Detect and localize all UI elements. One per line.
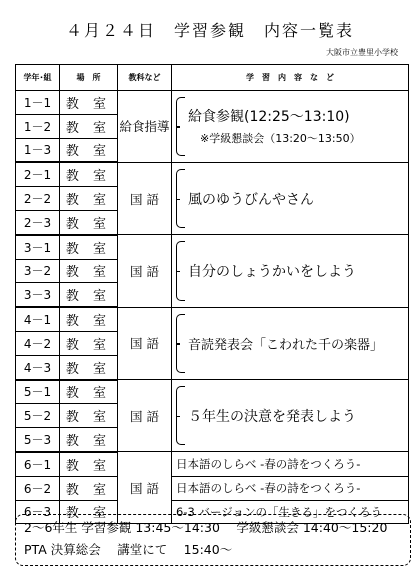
content-line: 日本語のしらべ -春の詩をつくろう- — [176, 481, 361, 496]
place-cell: 教 室 — [60, 476, 118, 500]
subject-cell: 国 語 — [118, 452, 172, 524]
subject-cell: 国 語 — [118, 235, 172, 307]
subject-cell: 国 語 — [118, 380, 172, 452]
content-main: 風のゆうびんやさん — [188, 191, 314, 208]
place-cell: 教 室 — [60, 114, 118, 138]
brace-icon — [176, 169, 185, 228]
subject-cell: 国 語 — [118, 307, 172, 379]
place-cell: 教 室 — [60, 259, 118, 283]
footer-line-2: PTA 決算総会 講堂にて 15:40～ — [24, 542, 233, 557]
header-subject: 教科など — [118, 65, 172, 91]
brace-icon — [176, 314, 185, 373]
content-main: ５年生の決意を発表しよう — [188, 408, 356, 425]
grade-cell: 3－1 — [16, 235, 60, 259]
header-place: 場 所 — [60, 65, 118, 91]
table-row — [16, 380, 409, 404]
table-row — [16, 235, 409, 259]
place-cell: 教 室 — [60, 235, 118, 259]
content-main: 給食参観(12:25～13:10) — [188, 109, 350, 126]
grade-cell: 4－2 — [16, 331, 60, 355]
grade-cell: 1－3 — [16, 138, 60, 162]
table-header-row — [16, 65, 409, 91]
content-main: 音読発表会「こわれた千の楽器」 — [188, 337, 384, 353]
grade-cell: 6－3 — [16, 500, 60, 524]
grade-cell: 1－2 — [16, 114, 60, 138]
footer-notice — [15, 514, 411, 566]
brace-icon — [176, 386, 185, 445]
content-cell — [172, 162, 409, 234]
place-cell: 教 室 — [60, 428, 118, 452]
table-row — [16, 452, 409, 476]
grade-cell: 5－3 — [16, 428, 60, 452]
grade-cell: 6－1 — [16, 452, 60, 476]
subject-cell: 国 語 — [118, 162, 172, 234]
grade-cell: 1－1 — [16, 91, 60, 115]
content-cell — [172, 307, 409, 379]
grade-cell: 3－3 — [16, 283, 60, 307]
table-row — [16, 307, 409, 331]
place-cell: 教 室 — [60, 187, 118, 211]
content-cell — [172, 476, 409, 500]
place-cell: 教 室 — [60, 210, 118, 234]
subject-cell: 給食指導 — [118, 91, 172, 163]
grade-cell: 4－3 — [16, 355, 60, 379]
place-cell: 教 室 — [60, 331, 118, 355]
brace-icon — [176, 241, 185, 300]
content-cell — [172, 235, 409, 307]
header-grade: 学年･組 — [16, 65, 60, 91]
grade-cell: 2－1 — [16, 162, 60, 186]
grade-cell: 3－2 — [16, 259, 60, 283]
grade-cell: 2－2 — [16, 187, 60, 211]
grade-cell: 2－3 — [16, 210, 60, 234]
school-name: 大阪市立豊里小学校 — [326, 48, 398, 57]
table-row — [16, 162, 409, 186]
place-cell: 教 室 — [60, 380, 118, 404]
place-cell: 教 室 — [60, 91, 118, 115]
place-cell: 教 室 — [60, 307, 118, 331]
table-row — [16, 476, 409, 500]
content-cell — [172, 452, 409, 476]
content-main: 自分のしょうかいをしよう — [188, 263, 356, 280]
place-cell: 教 室 — [60, 162, 118, 186]
content-note: ※学級懇談会（13:20～13:50） — [200, 132, 361, 146]
content-line: 日本語のしらべ -春の詩をつくろう- — [176, 457, 361, 472]
content-cell — [172, 91, 409, 163]
place-cell: 教 室 — [60, 355, 118, 379]
grade-cell: 5－1 — [16, 380, 60, 404]
grade-cell: 5－2 — [16, 404, 60, 428]
page-title: ４月２４日 学習参観 内容一覧表 — [65, 21, 354, 40]
table-row — [16, 91, 409, 115]
place-cell: 教 室 — [60, 452, 118, 476]
content-cell — [172, 380, 409, 452]
place-cell: 教 室 — [60, 283, 118, 307]
content-line: 6-3 バージョンの「生きる」をつくろう — [176, 504, 382, 519]
place-cell: 教 室 — [60, 138, 118, 162]
place-cell: 教 室 — [60, 404, 118, 428]
header-content: 学 習 内 容 な ど — [172, 65, 409, 91]
brace-icon — [176, 97, 185, 156]
footer-line-1: 2～6年生 学習参観 13:45～14:30 学級懇談会 14:40～15:20 — [24, 520, 388, 535]
grade-cell: 4－1 — [16, 307, 60, 331]
place-cell: 教 室 — [60, 500, 118, 524]
grade-cell: 6－2 — [16, 476, 60, 500]
schedule-table — [15, 64, 409, 524]
